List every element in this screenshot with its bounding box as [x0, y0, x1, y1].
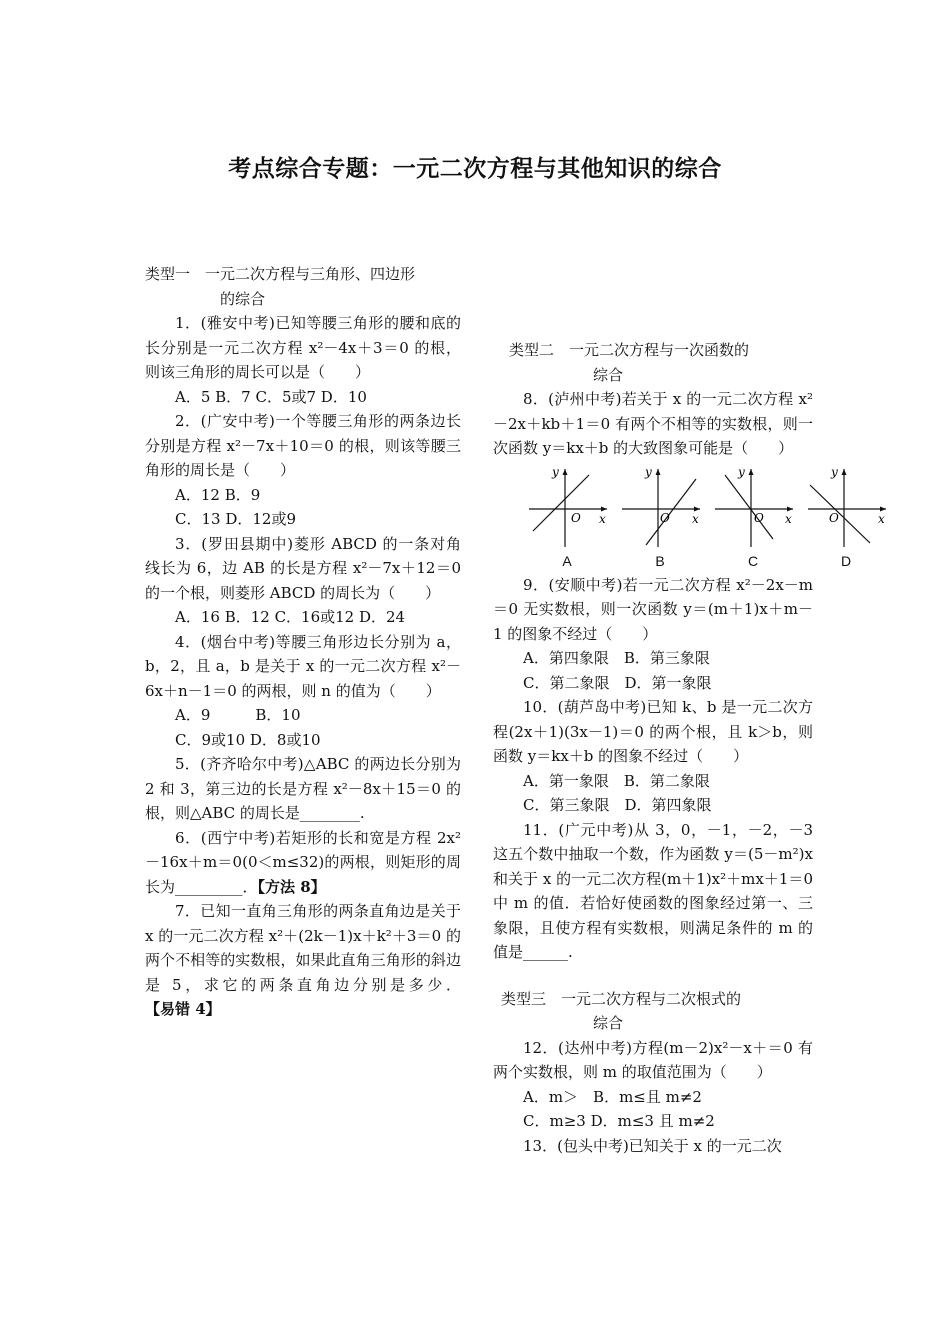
graph-b-y-arrow [656, 469, 661, 475]
question-10-options-row1: A．第一象限 B．第二象限 [523, 771, 710, 790]
graph-c-line [725, 475, 773, 539]
graph-d-x-label: x [878, 511, 885, 526]
question-9: 9．(安顺中考)若一元二次方程 x²－2x－m＝0 无实数根，则一次函数 y＝(m＋1)x＋m－1 的图象不经过（ ） [493, 575, 813, 643]
graph-d-origin: O [829, 510, 839, 525]
question-4-options-row1: A．9 B．10 [175, 706, 301, 724]
question-1: 1．(雅安中考)已知等腰三角形的腰和底的长分别是一元二次方程 x²－4x＋3＝0 的根，则该三角形的周长可以是（ ） [145, 314, 461, 381]
graph-a-origin: O [571, 510, 581, 525]
graph-c-y-arrow [749, 469, 754, 475]
graph-a-x-label: x [599, 511, 606, 526]
question-8: 8．(泸州中考)若关于 x 的一元二次方程 x²－2x＋kb＋1＝0 有两个不相等的实数根，则一次函数 y＝kx＋b 的大致图象可能是（ ） [493, 390, 813, 457]
question-2-options-row2: C．13 D．12或9 [175, 510, 296, 528]
question-2: 2．(广安中考)一个等腰三角形的两条边长分别是方程 x²－7x＋10＝0 的根，则该等腰三角形的周长是（ ） [145, 412, 461, 479]
graph-b-plot [618, 465, 702, 549]
graph-c-plot [711, 465, 795, 549]
graph-a-label: A [562, 552, 572, 569]
graph-d-y-label: y [831, 464, 838, 479]
question-3-options: A．16 B．12 C．16或12 D．24 [175, 608, 406, 626]
question-6-text: 6．(西宁中考)若矩形的长和宽是方程 2x²－16x＋m＝0(0＜m≤32)的两根，则矩形的周长为_________． [145, 828, 461, 896]
graph-c-x-arrow [787, 506, 793, 511]
graph-b [618, 465, 702, 569]
graph-a-x-arrow [601, 506, 607, 511]
page-title: 考点综合专题：一元二次方程与其他知识的综合 [228, 156, 722, 182]
question-11: 11．(广元中考)从 3，0，－1，－2，－3 这五个数中抽取一个数，作为函数 y＝(5－m²)x 和关于 x 的一元二次方程(m＋1)x²＋mx＋1＝0 中 m 的值．若恰好使函数的图象经过第一、三象限，且使方程有实数根，则满足条件的 m 的值是______. [493, 820, 813, 961]
section-heading-type2: 类型二 一元二次方程与一次函数的 [509, 341, 750, 359]
graph-d-plot [804, 465, 888, 549]
graph-c [711, 465, 795, 569]
question-1-options: A．5 B．7 C．5或7 D．10 [175, 387, 367, 406]
graph-c-origin: O [754, 510, 764, 525]
graph-d-line [810, 485, 870, 543]
question-6 [145, 826, 461, 900]
graph-a-y-arrow [563, 469, 568, 475]
right-column [493, 338, 885, 1158]
section-heading-type1-cont: 的综合 [220, 289, 266, 308]
section-heading-type3: 类型三 一元二次方程与二次根式的 [501, 989, 742, 1008]
question-12-options-row2: C．m≥3 D．m≤3 且 m≠2 [523, 1112, 715, 1130]
question-5: 5．(齐齐哈尔中考)△ABC 的两边长分别为 2 和 3，第三边的长是方程 x²－8x＋15＝0 的根，则△ABC 的周长是________. [145, 755, 461, 822]
question-2-options-row1: A．12 B．9 [175, 485, 261, 504]
spacer [493, 965, 813, 987]
question-3: 3．(罗田县期中)菱形 ABCD 的一条对角线长为 6，边 AB 的长是方程 x²－7x＋12＝0 的一个根，则菱形 ABCD 的周长为（ ） [145, 534, 461, 602]
section-heading-type3-cont: 综合 [593, 1014, 624, 1032]
question-12-options-row1: A．m＞ B．m≤且 m≠2 [523, 1087, 702, 1106]
question-9-options-row1: A．第四象限 B．第三象限 [523, 649, 710, 667]
graph-d [804, 465, 888, 569]
question-13: 13．(包头中考)已知关于 x 的一元二次 [523, 1136, 782, 1155]
question-4-options-row2: C．9或10 D．8或10 [175, 730, 321, 749]
graph-a-y-label: y [552, 464, 559, 479]
question-6-tag: 【方法 8】 [257, 877, 326, 896]
graph-c-y-label: y [738, 464, 745, 479]
graph-a-plot [525, 465, 609, 549]
question-7 [145, 899, 461, 1022]
graph-b-origin: O [660, 510, 670, 525]
graph-options [493, 464, 885, 573]
question-10: 10．(葫芦岛中考)已知 k、b 是一元二次方程(2x＋1)(3x－1)＝0 的两个根，且 k＞b，则函数 y＝kx＋b 的图象不经过（ ） [493, 698, 813, 765]
question-7-text: 7．已知一直角三角形的两条直角边是关于 x 的一元二次方程 x²＋(2k－1)x＋k²＋3＝0 的两个不相等的实数根，如果此直角三角形的斜边是 5，求它的两条直角边分别是多少． [145, 902, 461, 994]
graph-b-x-arrow [694, 506, 700, 511]
graph-c-x-label: x [785, 511, 792, 526]
graph-a [525, 465, 609, 569]
question-4: 4．(烟台中考)等腰三角形边长分别为 a，b，2，且 a，b 是关于 x 的一元二次方程 x²－6x＋n－1＝0 的两根，则 n 的值为（ ） [145, 632, 461, 700]
graph-b-x-label: x [692, 511, 699, 526]
graph-c-label: C [747, 552, 759, 569]
question-7-tag: 【易错 4】 [145, 1000, 221, 1018]
graph-b-line [646, 479, 696, 545]
question-12: 12．(达州中考)方程(m－2)x²－x＋＝0 有两个实数根，则 m 的取值范围为（ ） [493, 1038, 813, 1081]
question-9-options-row2: C．第二象限 D．第一象限 [523, 673, 712, 692]
left-column [145, 262, 461, 1022]
graph-b-y-label: y [645, 464, 652, 479]
graph-b-label: B [655, 552, 665, 569]
graph-d-label: D [840, 552, 852, 569]
graph-d-x-arrow [880, 506, 886, 511]
section-heading-type1: 类型一 一元二次方程与三角形、四边形 [145, 265, 416, 283]
graph-d-y-arrow [842, 469, 847, 475]
question-10-options-row2: C．第三象限 D．第四象限 [523, 796, 712, 814]
section-heading-type2-cont: 综合 [593, 365, 624, 384]
